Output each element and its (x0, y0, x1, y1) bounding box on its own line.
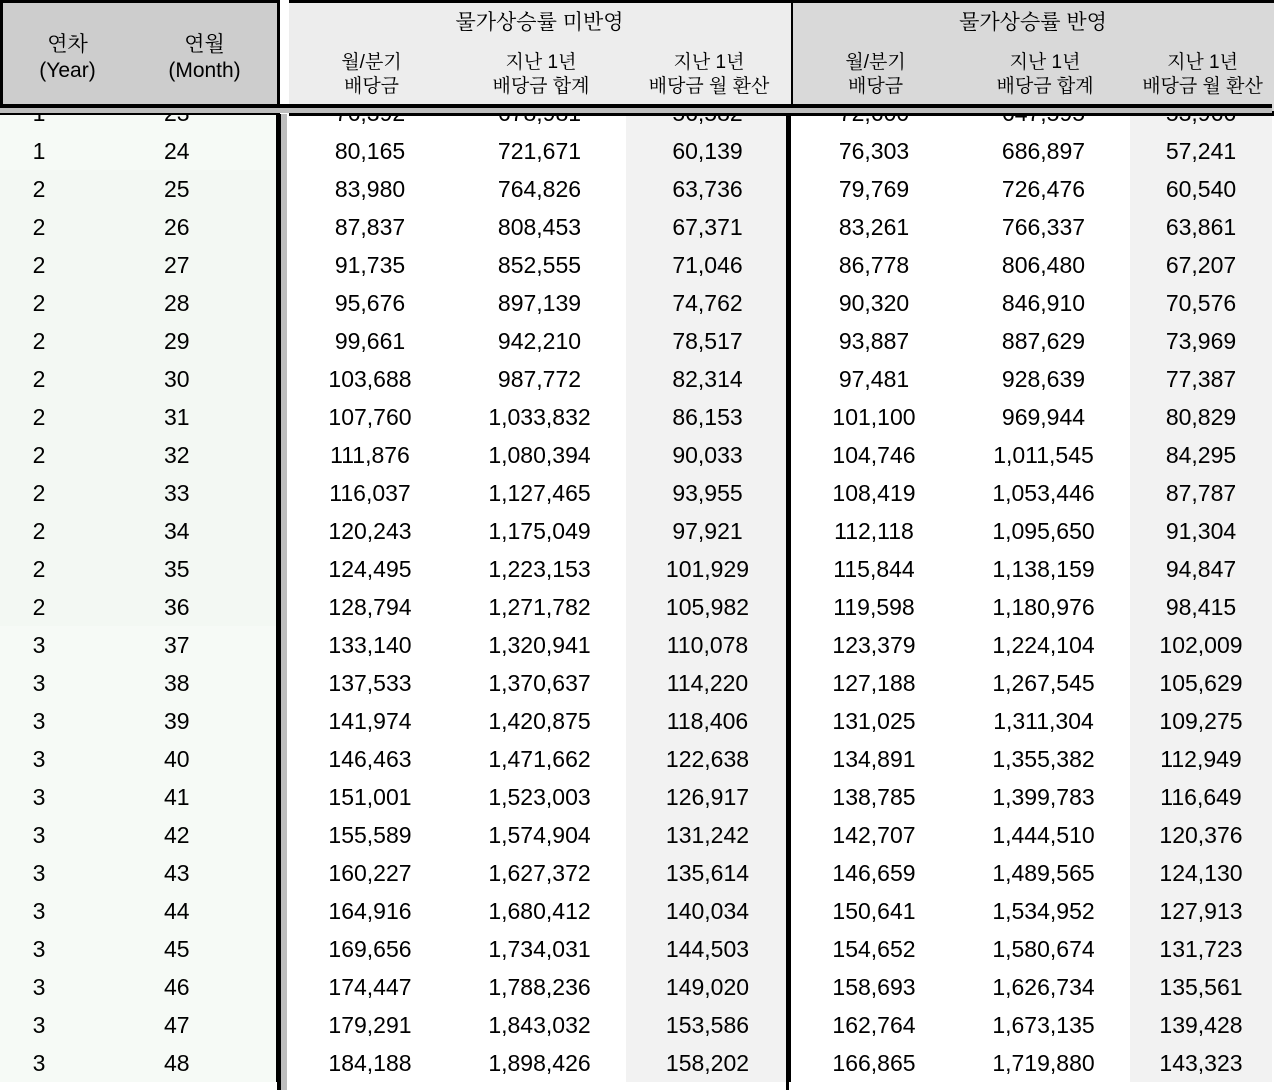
cell-trailing-total-with-inflation[interactable]: 1,626,734 (957, 968, 1130, 1006)
cell-trailing-monthly-no-inflation[interactable]: 60,139 (626, 132, 789, 170)
cell-trailing-monthly-with-inflation[interactable]: 87,787 (1130, 474, 1272, 512)
table-row[interactable] (0, 360, 1272, 398)
cell-month[interactable]: 29 (78, 322, 277, 360)
table-body (0, 94, 1272, 1082)
cell-month[interactable]: 28 (78, 284, 277, 322)
cell-trailing-total-no-inflation[interactable]: 1,175,049 (453, 512, 626, 550)
cell-monthly-dividend-no-inflation[interactable]: 87,837 (287, 208, 453, 246)
cell-trailing-total-no-inflation[interactable]: 1,420,875 (453, 702, 626, 740)
table-row[interactable] (0, 322, 1272, 360)
cell-month[interactable]: 31 (78, 398, 277, 436)
cell-month[interactable]: 46 (78, 968, 277, 1006)
subheader-monthly-dividend-no-inflation: 월/분기 배당금 (289, 39, 455, 114)
cell-trailing-total-no-inflation[interactable]: 1,370,637 (453, 664, 626, 702)
cell-trailing-monthly-no-inflation[interactable]: 131,242 (626, 816, 789, 854)
cell-trailing-monthly-no-inflation[interactable]: 118,406 (626, 702, 789, 740)
cell-monthly-dividend-with-inflation[interactable]: 86,778 (791, 246, 957, 284)
cell-trailing-total-no-inflation[interactable]: 1,680,412 (453, 892, 626, 930)
cell-year[interactable]: 1 (0, 132, 78, 170)
cell-monthly-dividend-with-inflation[interactable]: 119,598 (791, 588, 957, 626)
cell-year[interactable]: 3 (0, 816, 78, 854)
cell-monthly-dividend-with-inflation[interactable]: 154,652 (791, 930, 957, 968)
cell-trailing-total-with-inflation[interactable]: 1,399,783 (957, 778, 1130, 816)
cell-monthly-dividend-no-inflation[interactable]: 179,291 (287, 1006, 453, 1044)
cell-trailing-total-with-inflation[interactable]: 1,138,159 (957, 550, 1130, 588)
table-row[interactable] (0, 474, 1272, 512)
cell-month[interactable]: 45 (78, 930, 277, 968)
cell-monthly-dividend-no-inflation[interactable]: 103,688 (287, 360, 453, 398)
cell-trailing-total-with-inflation[interactable]: 806,480 (957, 246, 1130, 284)
cell-trailing-total-no-inflation[interactable]: 1,627,372 (453, 854, 626, 892)
subheader-trailing-year-monthly-with-inflation: 지난 1년 배당금 월 환산 (1132, 39, 1274, 114)
table-row[interactable] (0, 208, 1272, 246)
cell-trailing-monthly-no-inflation[interactable]: 63,736 (626, 170, 789, 208)
cell-monthly-dividend-with-inflation[interactable]: 138,785 (791, 778, 957, 816)
cell-year[interactable]: 3 (0, 664, 78, 702)
cell-monthly-dividend-no-inflation[interactable]: 155,589 (287, 816, 453, 854)
cell-trailing-total-with-inflation[interactable]: 846,910 (957, 284, 1130, 322)
group-header-with-inflation: 물가상승률 반영 (793, 2, 1274, 40)
cell-trailing-total-no-inflation[interactable]: 808,453 (453, 208, 626, 246)
table-row[interactable] (0, 626, 1272, 664)
cell-trailing-monthly-with-inflation[interactable]: 60,540 (1130, 170, 1272, 208)
cell-monthly-dividend-with-inflation[interactable]: 104,746 (791, 436, 957, 474)
cell-monthly-dividend-no-inflation[interactable]: 107,760 (287, 398, 453, 436)
cell-year[interactable]: 2 (0, 550, 78, 588)
cell-trailing-total-with-inflation[interactable]: 1,719,880 (957, 1044, 1130, 1082)
table-row[interactable] (0, 436, 1272, 474)
cell-trailing-monthly-with-inflation[interactable]: 70,576 (1130, 284, 1272, 322)
cell-month[interactable]: 34 (78, 512, 277, 550)
cell-month[interactable]: 38 (78, 664, 277, 702)
cell-monthly-dividend-no-inflation[interactable]: 124,495 (287, 550, 453, 588)
cell-year[interactable]: 3 (0, 740, 78, 778)
table-row[interactable] (0, 398, 1272, 436)
cell-year[interactable]: 3 (0, 778, 78, 816)
table-row[interactable] (0, 170, 1272, 208)
cell-monthly-dividend-no-inflation[interactable]: 146,463 (287, 740, 453, 778)
cell-monthly-dividend-with-inflation[interactable]: 93,887 (791, 322, 957, 360)
cell-trailing-monthly-no-inflation[interactable]: 90,033 (626, 436, 789, 474)
cell-trailing-total-no-inflation[interactable]: 1,271,782 (453, 588, 626, 626)
table-row[interactable] (0, 550, 1272, 588)
cell-trailing-total-with-inflation[interactable]: 969,944 (957, 398, 1130, 436)
subheader-trailing-year-total-with-inflation: 지난 1년 배당금 합계 (959, 39, 1132, 114)
cell-month[interactable]: 48 (78, 1044, 277, 1082)
cell-monthly-dividend-with-inflation[interactable]: 166,865 (791, 1044, 957, 1082)
cell-monthly-dividend-no-inflation[interactable]: 164,916 (287, 892, 453, 930)
table-row[interactable] (0, 512, 1272, 550)
cell-trailing-monthly-with-inflation[interactable]: 131,723 (1130, 930, 1272, 968)
table-row[interactable] (0, 1006, 1272, 1044)
cell-trailing-monthly-with-inflation[interactable]: 80,829 (1130, 398, 1272, 436)
cell-trailing-total-with-inflation[interactable]: 766,337 (957, 208, 1130, 246)
cell-month[interactable]: 25 (78, 170, 277, 208)
cell-trailing-total-with-inflation[interactable]: 1,311,304 (957, 702, 1130, 740)
cell-monthly-dividend-with-inflation[interactable]: 150,641 (791, 892, 957, 930)
id-header-block (2, 2, 279, 114)
cell-trailing-monthly-no-inflation[interactable]: 144,503 (626, 930, 789, 968)
cell-monthly-dividend-no-inflation[interactable]: 174,447 (287, 968, 453, 1006)
table-row[interactable] (0, 740, 1272, 778)
cell-trailing-monthly-with-inflation[interactable]: 127,913 (1130, 892, 1272, 930)
cell-year[interactable]: 2 (0, 436, 78, 474)
cell-year[interactable]: 3 (0, 1006, 78, 1044)
cell-monthly-dividend-with-inflation[interactable]: 97,481 (791, 360, 957, 398)
cell-month[interactable]: 39 (78, 702, 277, 740)
cell-trailing-total-no-inflation[interactable]: 1,788,236 (453, 968, 626, 1006)
cell-year[interactable]: 3 (0, 892, 78, 930)
cell-trailing-total-no-inflation[interactable]: 1,734,031 (453, 930, 626, 968)
cell-month[interactable]: 42 (78, 816, 277, 854)
header-group-row (2, 2, 1274, 40)
cell-month[interactable]: 24 (78, 132, 277, 170)
cell-trailing-total-with-inflation[interactable]: 1,095,650 (957, 512, 1130, 550)
cell-trailing-total-with-inflation[interactable]: 686,897 (957, 132, 1130, 170)
cell-trailing-total-with-inflation[interactable]: 1,444,510 (957, 816, 1130, 854)
group-columns-divider (786, 113, 789, 1090)
cell-trailing-monthly-with-inflation[interactable]: 77,387 (1130, 360, 1272, 398)
cell-trailing-total-with-inflation[interactable]: 1,489,565 (957, 854, 1130, 892)
cell-trailing-monthly-no-inflation[interactable]: 153,586 (626, 1006, 789, 1044)
cell-monthly-dividend-with-inflation[interactable]: 134,891 (791, 740, 957, 778)
cell-trailing-monthly-with-inflation[interactable]: 73,969 (1130, 322, 1272, 360)
cell-trailing-total-no-inflation[interactable]: 987,772 (453, 360, 626, 398)
cell-trailing-total-with-inflation[interactable]: 1,355,382 (957, 740, 1130, 778)
cell-trailing-monthly-no-inflation[interactable]: 78,517 (626, 322, 789, 360)
table-row[interactable] (0, 930, 1272, 968)
cell-month[interactable]: 30 (78, 360, 277, 398)
cell-trailing-monthly-with-inflation[interactable]: 94,847 (1130, 550, 1272, 588)
cell-monthly-dividend-with-inflation[interactable]: 162,764 (791, 1006, 957, 1044)
cell-monthly-dividend-with-inflation[interactable]: 83,261 (791, 208, 957, 246)
table-row[interactable] (0, 778, 1272, 816)
cell-year[interactable]: 3 (0, 702, 78, 740)
cell-monthly-dividend-no-inflation[interactable]: 169,656 (287, 930, 453, 968)
cell-trailing-monthly-no-inflation[interactable]: 110,078 (626, 626, 789, 664)
table-body-viewport[interactable] (0, 113, 1272, 1090)
cell-monthly-dividend-with-inflation[interactable]: 115,844 (791, 550, 957, 588)
subheader-monthly-dividend-with-inflation: 월/분기 배당금 (793, 39, 959, 114)
id-columns-divider (277, 113, 281, 1090)
cell-month[interactable]: 35 (78, 550, 277, 588)
cell-month[interactable]: 43 (78, 854, 277, 892)
cell-monthly-dividend-no-inflation[interactable]: 151,001 (287, 778, 453, 816)
cell-trailing-total-no-inflation[interactable]: 942,210 (453, 322, 626, 360)
cell-monthly-dividend-with-inflation[interactable]: 90,320 (791, 284, 957, 322)
cell-trailing-monthly-with-inflation[interactable]: 67,207 (1130, 246, 1272, 284)
table-row[interactable] (0, 892, 1272, 930)
group-header-no-inflation: 물가상승률 미반영 (289, 2, 791, 40)
cell-monthly-dividend-no-inflation[interactable]: 141,974 (287, 702, 453, 740)
table-row[interactable] (0, 588, 1272, 626)
header-gap (279, 2, 289, 114)
cell-monthly-dividend-no-inflation[interactable]: 133,140 (287, 626, 453, 664)
subheader-trailing-year-monthly-no-inflation: 지난 1년 배당금 월 환산 (628, 39, 791, 114)
cell-trailing-total-no-inflation[interactable]: 1,320,941 (453, 626, 626, 664)
cell-trailing-total-no-inflation[interactable]: 897,139 (453, 284, 626, 322)
cell-year[interactable]: 2 (0, 360, 78, 398)
cell-monthly-dividend-with-inflation[interactable]: 127,188 (791, 664, 957, 702)
table-row[interactable] (0, 854, 1272, 892)
cell-monthly-dividend-with-inflation[interactable]: 79,769 (791, 170, 957, 208)
cell-monthly-dividend-with-inflation[interactable]: 108,419 (791, 474, 957, 512)
cell-trailing-monthly-no-inflation[interactable]: 135,614 (626, 854, 789, 892)
cell-trailing-total-with-inflation[interactable]: 1,580,674 (957, 930, 1130, 968)
cell-year[interactable]: 2 (0, 208, 78, 246)
cell-trailing-monthly-with-inflation[interactable]: 120,376 (1130, 816, 1272, 854)
cell-monthly-dividend-with-inflation[interactable]: 158,693 (791, 968, 957, 1006)
cell-month[interactable]: 27 (78, 246, 277, 284)
cell-trailing-total-no-inflation[interactable]: 1,127,465 (453, 474, 626, 512)
cell-month[interactable]: 41 (78, 778, 277, 816)
cell-month[interactable]: 36 (78, 588, 277, 626)
cell-monthly-dividend-with-inflation[interactable]: 101,100 (791, 398, 957, 436)
cell-monthly-dividend-with-inflation[interactable]: 146,659 (791, 854, 957, 892)
cell-trailing-monthly-with-inflation[interactable]: 102,009 (1130, 626, 1272, 664)
cell-monthly-dividend-no-inflation[interactable]: 111,876 (287, 436, 453, 474)
cell-year[interactable]: 2 (0, 170, 78, 208)
year-header: 연차 (Year) (39, 32, 96, 82)
cell-trailing-total-no-inflation[interactable]: 1,523,003 (453, 778, 626, 816)
cell-monthly-dividend-no-inflation[interactable]: 184,188 (287, 1044, 453, 1082)
cell-trailing-monthly-with-inflation[interactable]: 98,415 (1130, 588, 1272, 626)
cell-monthly-dividend-no-inflation[interactable]: 80,165 (287, 132, 453, 170)
cell-year[interactable]: 3 (0, 1044, 78, 1082)
cell-monthly-dividend-no-inflation[interactable]: 120,243 (287, 512, 453, 550)
cell-year[interactable]: 3 (0, 854, 78, 892)
cell-trailing-total-with-inflation[interactable]: 1,224,104 (957, 626, 1130, 664)
cell-trailing-total-no-inflation[interactable]: 1,574,904 (453, 816, 626, 854)
table-row[interactable] (0, 968, 1272, 1006)
cell-monthly-dividend-no-inflation[interactable]: 116,037 (287, 474, 453, 512)
cell-trailing-total-no-inflation[interactable]: 764,826 (453, 170, 626, 208)
table-row[interactable] (0, 246, 1272, 284)
cell-year[interactable]: 2 (0, 398, 78, 436)
cell-year[interactable]: 3 (0, 930, 78, 968)
cell-trailing-total-no-inflation[interactable]: 1,471,662 (453, 740, 626, 778)
cell-trailing-total-with-inflation[interactable]: 887,629 (957, 322, 1130, 360)
header-table (0, 0, 1274, 116)
cell-trailing-total-with-inflation[interactable]: 1,673,135 (957, 1006, 1130, 1044)
cell-monthly-dividend-with-inflation[interactable]: 112,118 (791, 512, 957, 550)
cell-year[interactable]: 2 (0, 284, 78, 322)
cell-monthly-dividend-with-inflation[interactable]: 142,707 (791, 816, 957, 854)
cell-monthly-dividend-no-inflation[interactable]: 83,980 (287, 170, 453, 208)
cell-month[interactable]: 32 (78, 436, 277, 474)
cell-monthly-dividend-no-inflation[interactable]: 95,676 (287, 284, 453, 322)
table-row[interactable] (0, 664, 1272, 702)
cell-trailing-monthly-with-inflation[interactable]: 124,130 (1130, 854, 1272, 892)
cell-trailing-total-with-inflation[interactable]: 928,639 (957, 360, 1130, 398)
table-row[interactable] (0, 284, 1272, 322)
table-row[interactable] (0, 1044, 1272, 1082)
cell-year[interactable]: 2 (0, 588, 78, 626)
data-table (0, 94, 1272, 1082)
cell-trailing-monthly-with-inflation[interactable]: 105,629 (1130, 664, 1272, 702)
cell-trailing-monthly-no-inflation[interactable]: 101,929 (626, 550, 789, 588)
cell-trailing-monthly-no-inflation[interactable]: 74,762 (626, 284, 789, 322)
cell-monthly-dividend-no-inflation[interactable]: 99,661 (287, 322, 453, 360)
cell-month[interactable]: 37 (78, 626, 277, 664)
cell-month[interactable]: 44 (78, 892, 277, 930)
cell-month[interactable]: 33 (78, 474, 277, 512)
cell-trailing-monthly-with-inflation[interactable]: 91,304 (1130, 512, 1272, 550)
cell-year[interactable]: 2 (0, 322, 78, 360)
cell-trailing-monthly-no-inflation[interactable]: 67,371 (626, 208, 789, 246)
cell-trailing-total-with-inflation[interactable]: 1,180,976 (957, 588, 1130, 626)
cell-trailing-total-no-inflation[interactable]: 721,671 (453, 132, 626, 170)
table-row[interactable] (0, 702, 1272, 740)
cell-month[interactable]: 26 (78, 208, 277, 246)
cell-trailing-total-no-inflation[interactable]: 1,080,394 (453, 436, 626, 474)
cell-year[interactable]: 2 (0, 246, 78, 284)
cell-year[interactable]: 2 (0, 474, 78, 512)
cell-trailing-total-no-inflation[interactable]: 1,843,032 (453, 1006, 626, 1044)
cell-monthly-dividend-no-inflation[interactable]: 160,227 (287, 854, 453, 892)
cell-trailing-total-no-inflation[interactable]: 852,555 (453, 246, 626, 284)
cell-trailing-monthly-no-inflation[interactable]: 114,220 (626, 664, 789, 702)
cell-trailing-monthly-with-inflation[interactable]: 135,561 (1130, 968, 1272, 1006)
cell-trailing-monthly-no-inflation[interactable]: 126,917 (626, 778, 789, 816)
cell-trailing-total-no-inflation[interactable]: 1,033,832 (453, 398, 626, 436)
cell-trailing-monthly-with-inflation[interactable]: 143,323 (1130, 1044, 1272, 1082)
cell-trailing-total-with-inflation[interactable]: 1,534,952 (957, 892, 1130, 930)
cell-month[interactable]: 47 (78, 1006, 277, 1044)
cell-trailing-monthly-no-inflation[interactable]: 149,020 (626, 968, 789, 1006)
cell-trailing-monthly-no-inflation[interactable]: 122,638 (626, 740, 789, 778)
cell-trailing-monthly-no-inflation[interactable]: 97,921 (626, 512, 789, 550)
cell-monthly-dividend-no-inflation[interactable]: 91,735 (287, 246, 453, 284)
cell-trailing-monthly-no-inflation[interactable]: 158,202 (626, 1044, 789, 1082)
cell-year[interactable]: 3 (0, 968, 78, 1006)
cell-trailing-monthly-no-inflation[interactable]: 71,046 (626, 246, 789, 284)
cell-trailing-monthly-with-inflation[interactable]: 84,295 (1130, 436, 1272, 474)
cell-trailing-total-with-inflation[interactable]: 1,267,545 (957, 664, 1130, 702)
cell-year[interactable]: 3 (0, 626, 78, 664)
header-bottom-rule (0, 104, 1272, 108)
cell-monthly-dividend-with-inflation[interactable]: 123,379 (791, 626, 957, 664)
cell-trailing-monthly-with-inflation[interactable]: 112,949 (1130, 740, 1272, 778)
table-row[interactable] (0, 132, 1272, 170)
freeze-pane-horizontal-shadow (0, 108, 1272, 113)
cell-trailing-monthly-with-inflation[interactable]: 116,649 (1130, 778, 1272, 816)
cell-trailing-monthly-with-inflation[interactable]: 57,241 (1130, 132, 1272, 170)
cell-trailing-monthly-no-inflation[interactable]: 86,153 (626, 398, 789, 436)
cell-trailing-monthly-no-inflation[interactable]: 93,955 (626, 474, 789, 512)
cell-month[interactable]: 40 (78, 740, 277, 778)
cell-monthly-dividend-with-inflation[interactable]: 131,025 (791, 702, 957, 740)
cell-trailing-monthly-no-inflation[interactable]: 140,034 (626, 892, 789, 930)
cell-trailing-total-with-inflation[interactable]: 1,053,446 (957, 474, 1130, 512)
cell-trailing-total-with-inflation[interactable]: 1,011,545 (957, 436, 1130, 474)
subheader-trailing-year-total-no-inflation: 지난 1년 배당금 합계 (455, 39, 628, 114)
table-row[interactable] (0, 816, 1272, 854)
table-header-frozen (0, 0, 1272, 113)
cell-trailing-monthly-with-inflation[interactable]: 109,275 (1130, 702, 1272, 740)
cell-monthly-dividend-no-inflation[interactable]: 137,533 (287, 664, 453, 702)
month-header: 연월 (Month) (168, 32, 241, 82)
cell-trailing-monthly-no-inflation[interactable]: 105,982 (626, 588, 789, 626)
cell-monthly-dividend-no-inflation[interactable]: 128,794 (287, 588, 453, 626)
cell-monthly-dividend-with-inflation[interactable]: 76,303 (791, 132, 957, 170)
cell-trailing-total-no-inflation[interactable]: 1,223,153 (453, 550, 626, 588)
cell-trailing-monthly-no-inflation[interactable]: 82,314 (626, 360, 789, 398)
cell-trailing-monthly-with-inflation[interactable]: 63,861 (1130, 208, 1272, 246)
cell-trailing-total-with-inflation[interactable]: 726,476 (957, 170, 1130, 208)
cell-trailing-monthly-with-inflation[interactable]: 139,428 (1130, 1006, 1272, 1044)
cell-trailing-total-no-inflation[interactable]: 1,898,426 (453, 1044, 626, 1082)
cell-year[interactable]: 2 (0, 512, 78, 550)
